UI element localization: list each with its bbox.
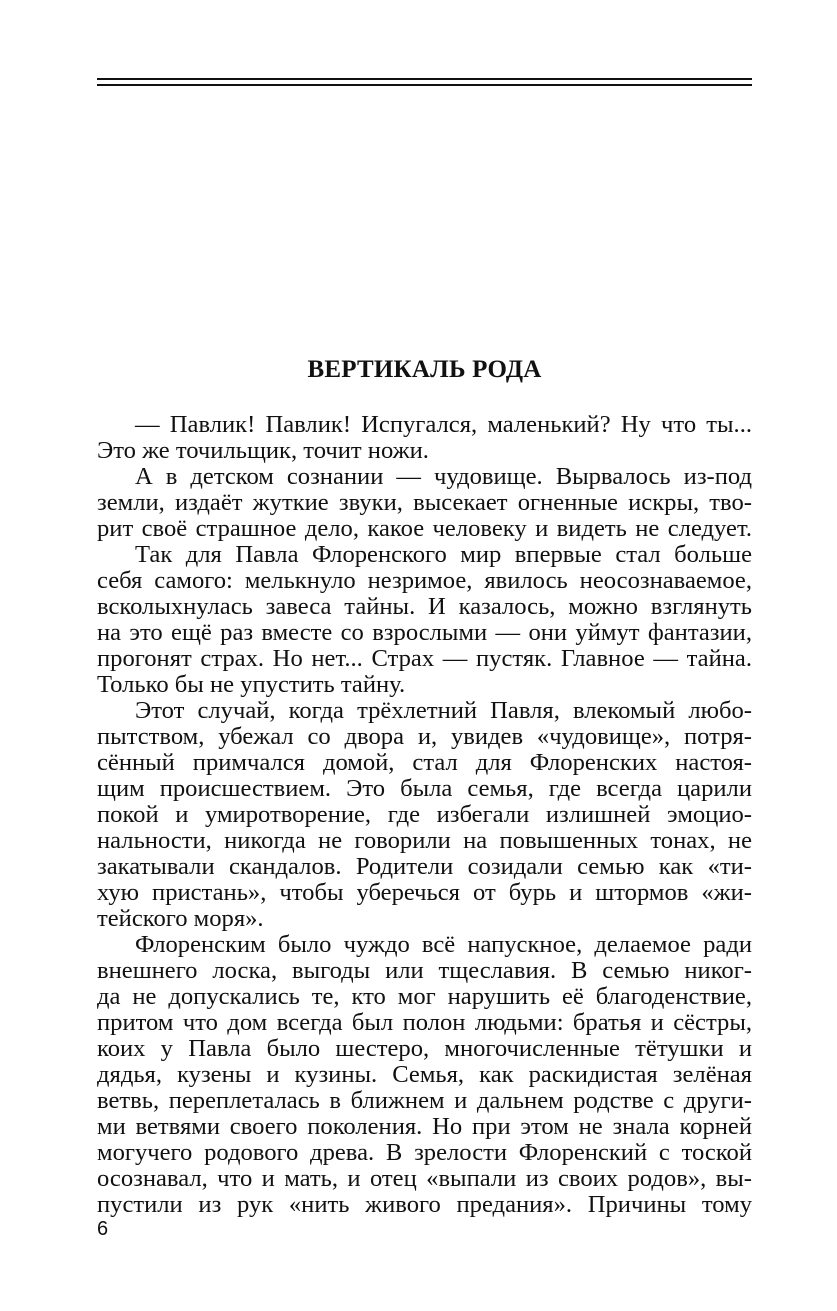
paragraph-4-line-5: покой и умиротворение, где избегали излишней эмоцио-: [97, 801, 752, 828]
paragraph-5-line-7: ветвь, переплеталась в ближнем и дальнем родстве с други-: [97, 1087, 752, 1114]
paragraph-3-line-4: на это ещё раз вместе со взрослыми — они уймут фантазии,: [97, 619, 752, 646]
paragraph-5-line-11: пустили из рук «нить живого предания». Причины тому: [97, 1191, 752, 1218]
paragraph-1-line-2: Это же точильщик, точит ножи.: [97, 437, 429, 464]
paragraph-5-line-4: притом что дом всегда был полон людьми: братья и сёстры,: [97, 1009, 752, 1036]
paragraph-5-line-8: ми ветвями своего поколения. Но при этом не знала корней: [97, 1113, 752, 1140]
paragraph-1-line-1: — Павлик! Павлик! Испугался, маленький? Ну что ты...: [135, 411, 752, 438]
paragraph-5-line-5: коих у Павла было шестеро, многочисленные тётушки и: [97, 1035, 752, 1062]
paragraph-4-line-1: Этот случай, когда трёхлетний Павля, влекомый любо-: [135, 697, 752, 724]
page-number: 6: [97, 1218, 109, 1240]
paragraph-3-line-3: всколыхнулась завеса тайны. И казалось, можно взглянуть: [97, 593, 752, 620]
paragraph-5-line-10: осознавал, что и мать, и отец «выпали из своих родов», вы-: [97, 1165, 752, 1192]
paragraph-5-line-6: дядья, кузены и кузины. Семья, как раскидистая зелёная: [97, 1061, 752, 1088]
paragraph-2-line-2: земли, издаёт жуткие звуки, высекает огненные искры, тво-: [97, 489, 752, 516]
paragraph-3-line-5: прогонят страх. Но нет... Страх — пустяк. Главное — тайна.: [97, 645, 752, 672]
paragraph-4-line-8: хую пристань», чтобы уберечься от бурь и штормов «жи-: [97, 879, 752, 906]
paragraph-4-line-4: щим происшествием. Это была семья, где всегда царили: [97, 775, 752, 802]
header-rule-top: [97, 78, 752, 80]
paragraph-5-line-3: да не допускались те, кто мог нарушить её благоденствие,: [97, 983, 752, 1010]
paragraph-2-line-1: А в детском сознании — чудовище. Вырвалось из-под: [135, 463, 752, 490]
paragraph-5-line-2: внешнего лоска, выгоды или тщеславия. В семью никог-: [97, 957, 752, 984]
paragraph-3-line-2: себя самого: мелькнуло незримое, явилось неосознаваемое,: [97, 567, 752, 594]
paragraph-4-line-9: тейского моря».: [97, 905, 264, 932]
chapter-title: ВЕРТИКАЛЬ РОДА: [307, 356, 542, 383]
paragraph-4-line-3: сённый примчался домой, стал для Флоренских настоя-: [97, 749, 752, 776]
paragraph-3-line-1: Так для Павла Флоренского мир впервые стал больше: [135, 541, 752, 568]
paragraph-5-line-1: Флоренским было чуждо всё напускное, делаемое ради: [135, 931, 752, 958]
header-rule-bottom: [97, 84, 752, 86]
paragraph-3-line-6: Только бы не упустить тайну.: [97, 671, 406, 698]
paragraph-5-line-9: могучего родового древа. В зрелости Флоренский с тоской: [97, 1139, 752, 1166]
paragraph-4-line-6: нальности, никогда не говорили на повышенных тонах, не: [97, 827, 752, 854]
paragraph-4-line-2: пытством, убежал со двора и, увидев «чудовище», потря-: [97, 723, 752, 750]
paragraph-4-line-7: закатывали скандалов. Родители созидали семью как «ти-: [97, 853, 752, 880]
paragraph-2-line-3: рит своё страшное дело, какое человеку и видеть не следует.: [97, 515, 752, 542]
